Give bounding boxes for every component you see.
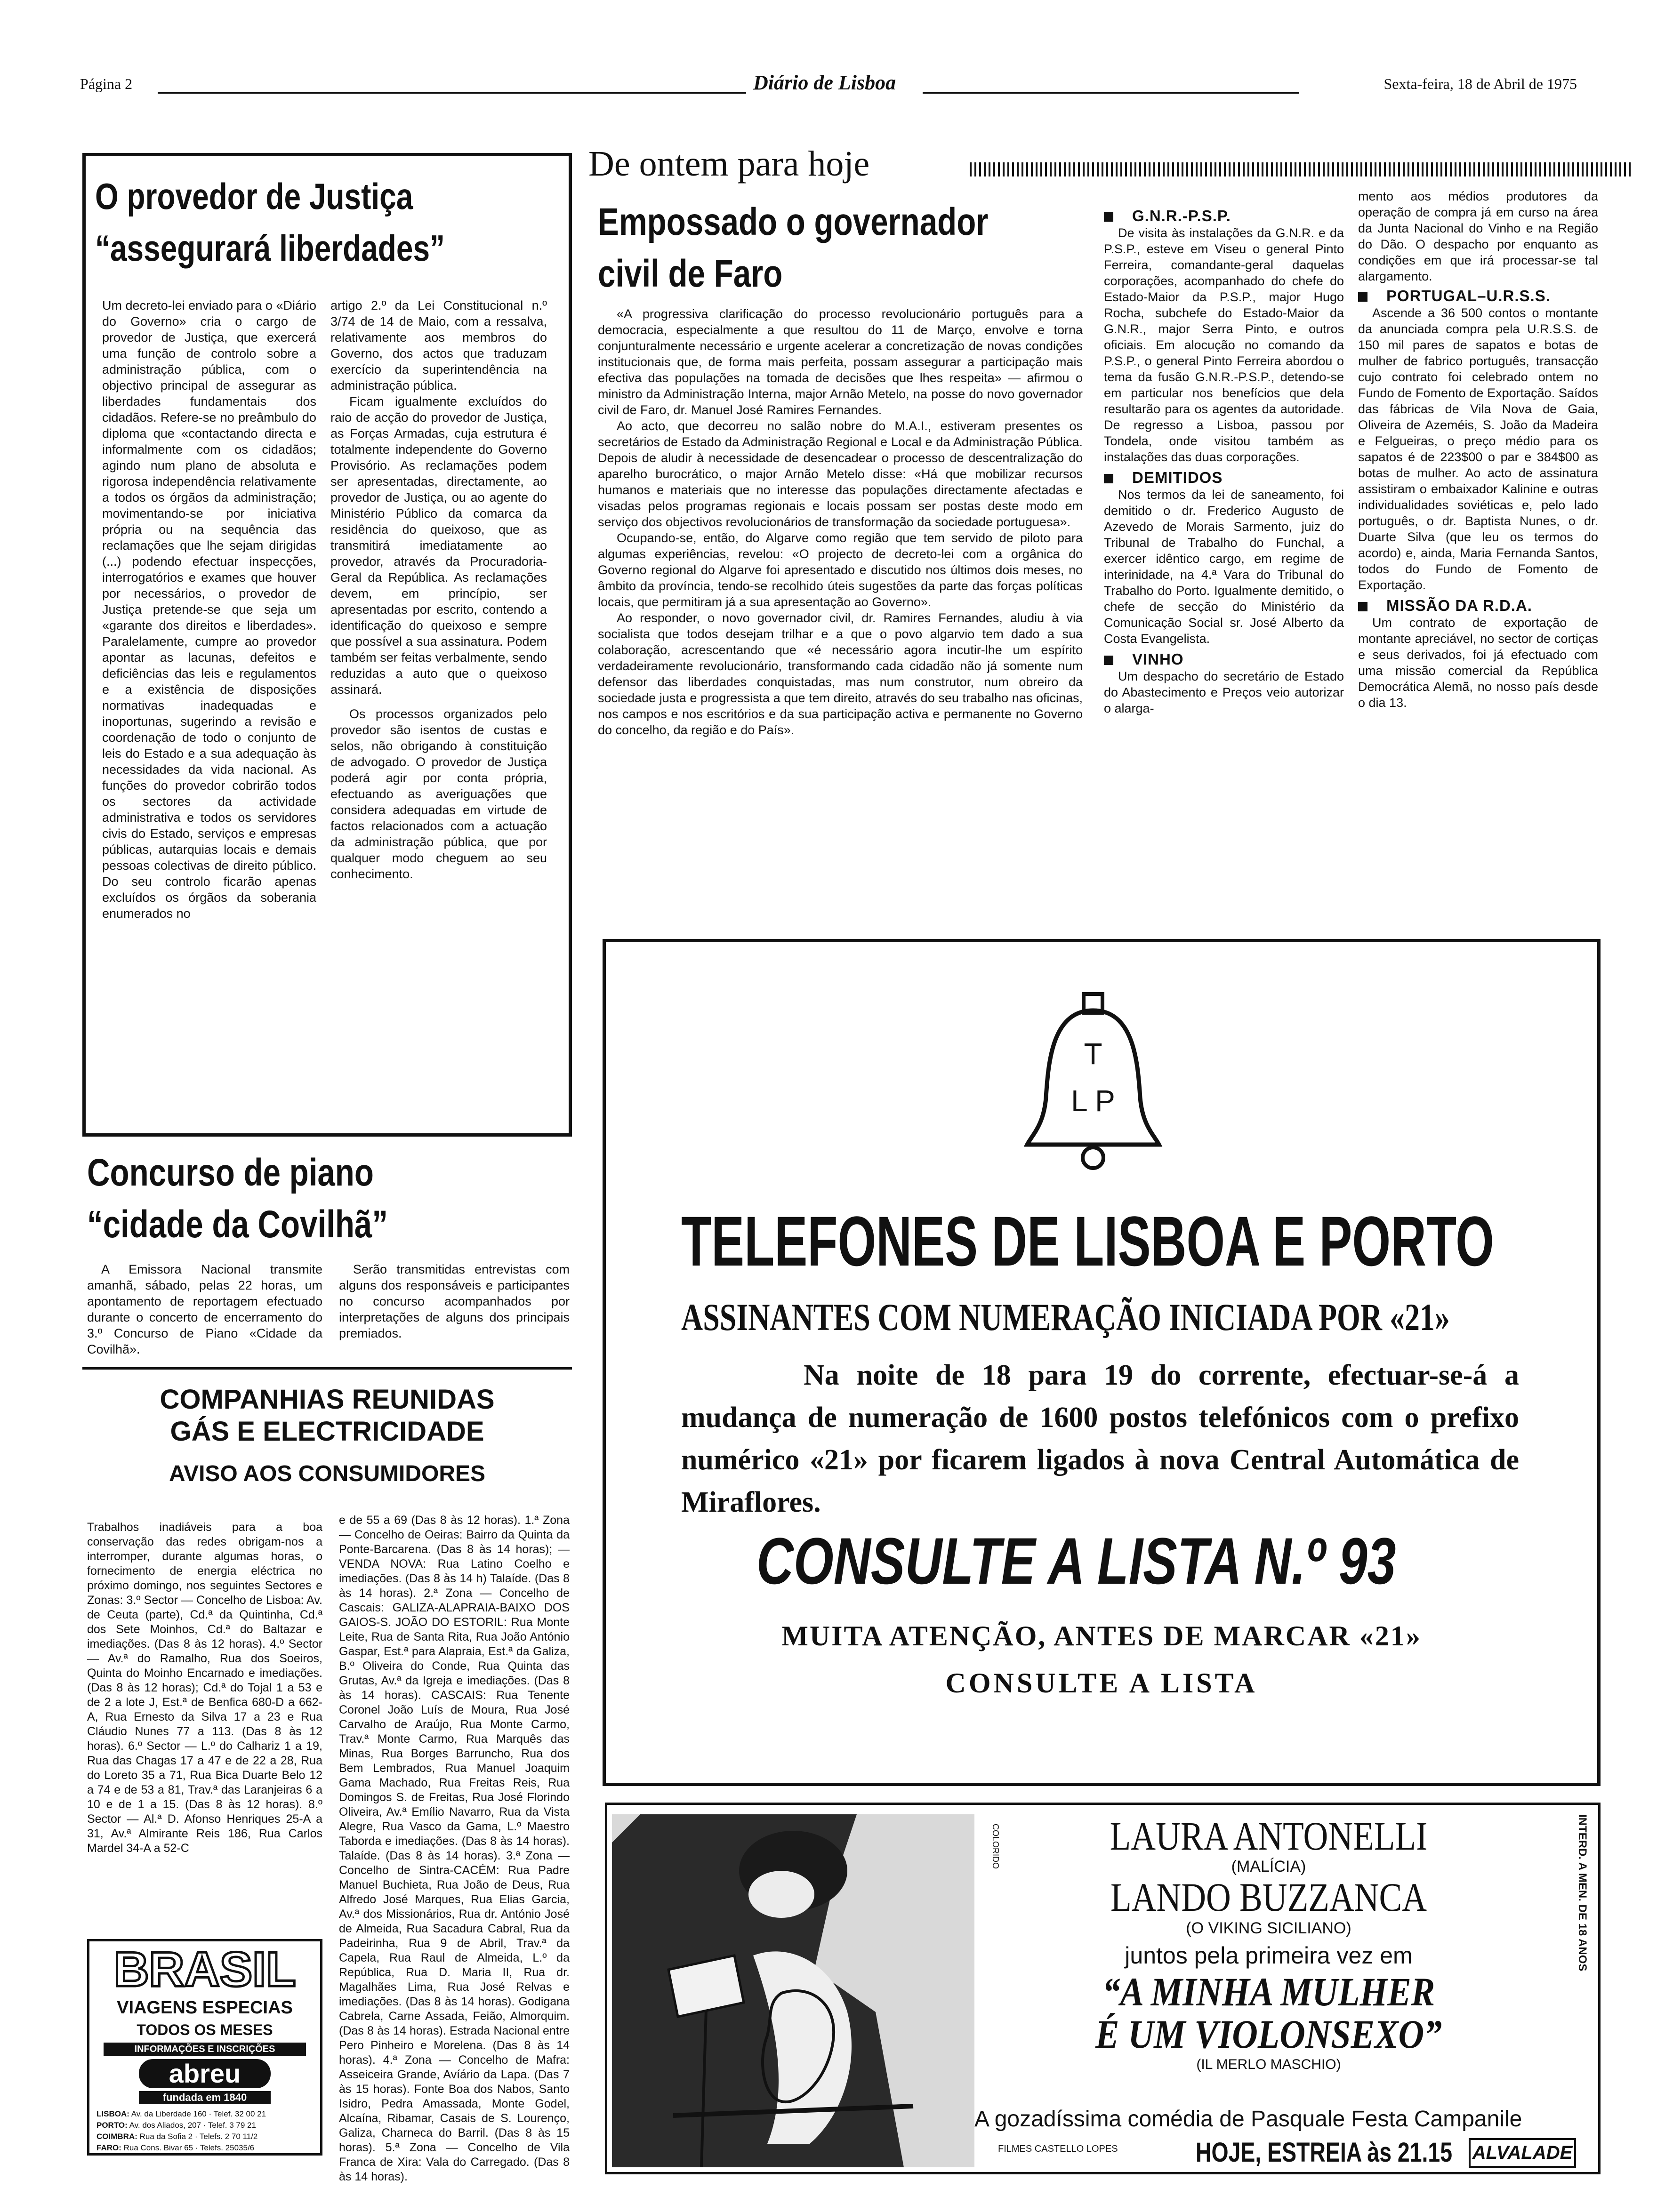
actor-1-credit: (MALÍCIA): [1231, 1858, 1306, 1875]
abreu-logo: abreu: [139, 2059, 271, 2088]
issue-date: Sexta-feira, 18 de Abril de 1975: [1384, 75, 1577, 92]
bell-body: [1027, 1010, 1159, 1145]
urss-heading: PORTUGAL–U.R.S.S.: [1358, 287, 1598, 305]
provedor-title-line2: “assegurará liberdades”: [95, 227, 445, 269]
bullet-icon: [1104, 656, 1113, 665]
ontem-p1: «A progressiva clarificação do processo revolucionário português para a democracia, especialmente a que resultou do 11 de Março, envolve e torna conjunturalmente necessário e urgente acelerar a concretização de novas condições institucionais que, de forma mais perfeita, possam assegurar a participação mais efectiva das populações na tomada de decisões que lhes respeita» — afirmou o ministro da Administração Interna, major Arnão Metelo, na posse do novo governador civil de Faro, dr. Manuel José Ramires Fernandes.: [598, 307, 1083, 417]
piano-title-line2: “cidade da Covilhã”: [87, 1203, 388, 1246]
demitidos-heading: DEMITIDOS: [1104, 469, 1344, 487]
film-title-1: “A MINHA MULHER: [1102, 1969, 1435, 2014]
brasil-info: INFORMAÇÕES E INSCRIÇÕES: [104, 2043, 306, 2056]
actor-1: LAURA ANTONELLI: [1110, 1813, 1428, 1859]
actor-2: LANDO BUZZANCA: [1110, 1875, 1427, 1920]
vinho-continued: mento aos médios produtores da operação de compra já em curso na área da Junta Nacional do Vinho e na Região do Dão. O despacho por enquanto as condições em que irá processar-se tal alargamento.: [1358, 189, 1598, 283]
film-title-2: É UM VIOLONSEXO”: [1095, 2012, 1442, 2057]
ontem-body: [598, 306, 1083, 738]
bell-clapper: [1083, 1147, 1103, 1168]
provedor-col2-p2: Ficam igualmente excluídos do raio de acção do provedor de Justiça, as Forças Armadas, cuja estrutura é totalmente independente do Governo Provisório. As reclamações podem ser apresentadas, directamente, ao provedor de Justiça, ou ao agente do Ministério Público da comarca da residência do queixoso, que as transmitirá imediatamente ao provedor, através da Procuradoria-Geral da República. As reclamações devem, em princípio, ser apresentadas por escrito, contendo a identificação do queixoso e sempre que possível a sua assinatura. Podem também ser feitas verbalmente, sendo reduzidas a auto que o queixoso assinará.: [330, 394, 547, 697]
piano-col2: Serão transmitidas entrevistas com alguns dos responsáveis e participantes no concurso acompanhados por interpretações de alguns dos principais premiados.: [339, 1262, 570, 1340]
telefones-ad: [603, 939, 1601, 1786]
bell-letter-t: T: [1084, 1037, 1102, 1071]
address-coimbra: COIMBRA: Rua da Sofia 2 · Telefs. 2 70 11/2: [97, 2132, 258, 2141]
demitidos-text: Nos termos da lei de saneamento, foi demitido o dr. Frederico Augusto de Azevedo de Morais Sarmento, juiz do Tribunal de Trabalho do Funchal, a exercer idêntico cargo, em regime de interinidade, na 4.ª Vara do Tribunal do Trabalho do Porto. Igualmente demitido, o chefe de secção do Ministério da Comunicação Social sr. José Alberto da Costa Evangelista.: [1104, 488, 1344, 646]
ontem-kicker: De ontem para hoje: [588, 144, 870, 184]
film-ad: [605, 1803, 1601, 2174]
brasil-line2: TODOS OS MESES: [137, 2021, 273, 2038]
address-faro: FARO: Rua Cons. Bivar 65 · Telefs. 25035/6: [97, 2143, 255, 2152]
provedor-col1: Um decreto-lei enviado para o «Diário do Governo» cria o cargo de provedor de Justiça, que exercerá uma função de controlo sobre a administração pública, com o objectivo principal de assegurar as liberdades fundamentais dos cidadãos. Refere-se no preâmbulo do diploma que «contactando directa e informalmente com os cidadãos; agindo num plano de absoluta e rigorosa independência relativamente a todos os órgãos da administração; movimentando-se por iniciativa própria ou na sequência das reclamações que lhe sejam dirigidas (...) podendo efectuar inspecções, interrogatórios e exames que houver por necessários, o provedor de Justiça pretende-se que seja um «garante dos direitos e liberdades». Paralelamente, cumpre ao provedor apontar as lacunas, defeitos e deficiências das leis e regulamentos e a existência de disposições normativas inadequadas e inoportunas, sugerindo a revisão e coordenação de todo o conjunto de leis do Estado e a sua adequação às necessidades da vida nacional. As funções do provedor cobrirão todos os sectores da actividade administrativa e todos os servidores civis do Estado, serviços e empresas públicas, autarquias locais e demais pessoas colectivas de direito público. Do seu controlo ficarão apenas excluídos os órgãos da soberania enumerados no: [102, 298, 316, 921]
abreu-since: fundada em 1840: [139, 2091, 271, 2104]
brasil-line1: VIAGENS ESPECIAS: [117, 1998, 293, 2018]
telefones-subtitle: ASSINANTES COM NUMERAÇÃO INICIADA POR «21»: [681, 1296, 1450, 1338]
film-poster-illustration: [612, 1814, 974, 2167]
bullet-icon: [1358, 292, 1367, 302]
kicker-hatch-rule: [970, 162, 1633, 176]
piano-col1: A Emissora Nacional transmite amanhã, sábado, pelas 22 horas, um apontamento de reportagem efectuado durante o concerto de encerramento do 3.º Concurso de Piano «Cidade da Covilhã».: [87, 1262, 322, 1356]
header-rule-left: [158, 92, 746, 94]
comedy-line: A gozadíssima comédia de Pasquale Festa Campanile: [974, 2107, 1522, 2132]
companhias-subtitle: AVISO AOS CONSUMIDORES: [169, 1461, 486, 1486]
age-rating: INTERD. A MEN. DE 18 ANOS: [1576, 1814, 1589, 1972]
original-title: (IL MERLO MASCHIO): [1196, 2057, 1341, 2072]
film-credits: [979, 1814, 1558, 2074]
urss-text: Ascende a 36 500 contos o montante da anunciada compra pela U.R.S.S. de 150 mil pares de sapatos e botas de mulher de fabrico português, transacção cujo contrato foi celebrado ontem no Fundo de Fomento de Exportação. Saídos das fábricas de Vila Nova de Gaia, Oliveira de Azeméis, S. João da Madeira e Felgueiras, o preço médio para os sapatos é de 223$00 o par e 384$00 as botas de mulher. Ao acto de assinatura assistiram o embaixador Kalinine e outras individualidades soviéticas e, pelo lado português, o dr. Baptista Nunes, o dr. Duarte Silva (que leu os termos do acordo) e, ainda, Maria Fernanda Santos, todos do Fundo de Fomento de Exportação.: [1358, 306, 1598, 592]
masthead: Diário de Lisboa: [753, 71, 896, 94]
rda-text: Um contrato de exportação de montante apreciável, no sector de cortiças e seus derivados, foi já efectuado com uma missão comercial da República Democrática Alemã, no nosso país desde o dia 13.: [1358, 616, 1598, 710]
piano-title-line1: Concurso de piano: [87, 1151, 374, 1194]
ontem-p2: Ao acto, que decorreu no salão nobre do M.A.I., estiveram presentes os secretários de Estado da Administração Regional e Local e da Administração Pública. Depois de aludir à necessidade de desencadear o processo de descentralização do aparelho burocrático, o major Arnão Metelo disse: «Há que mobilizar recursos humanos e materiais que no interesse das populações directamente afectadas e visadas pelos programas regionais e locais possam ser postas deste modo em serviço dos objectivos revolucionários de transformação da sociedade portuguesa».: [598, 419, 1083, 529]
distributor: FILMES CASTELLO LOPES: [998, 2144, 1118, 2154]
ontem-title-line1: Empossado o governador: [598, 200, 989, 243]
companhias-title-2: GÁS E ELECTRICIDADE: [170, 1416, 484, 1447]
companhias-title-1: COMPANHIAS REUNIDAS: [160, 1384, 495, 1415]
ontem-p4: Ao responder, o novo governador civil, dr. Ramires Fernandes, aludiu à via socialista que todos desejam trilhar e a que o povo algarvio tem dado a sua colaboração, acrescentando que «é necessário agora incutir-lhe um espírito verdadeiramente revolucionário, transformando cada cidadão não já somente num defensor das liberdades conquistadas, mas num construtor, num obreiro da sociedade justa e progressista a que tem direito, através do seu trabalho nas oficinas, nos campos e nos escritórios e da sua participação activa e permanente no Governo do concelho, da região e do País».: [598, 611, 1083, 737]
companhias-col2: e de 55 a 69 (Das 8 às 12 horas). 1.ª Zona — Concelho de Oeiras: Bairro da Quinta da Ponte-Barcarena. (Das 8 às 14 horas); — VENDA NOVA: Rua Latino Coelho e imediações. (Das 8 às 14 h) Talaíde. (Das 8 às 14 horas). 2.ª Zona — Concelho de Cascais: GALIZA-ALAPRAIA-BAIXO DOS GAIOS-S. JOÃO DO ESTORIL: Rua Monte Leite, Rua de Santa Rita, Rua João António Gaspar, Est.ª para Alapraia, Est.ª da Galiza, B.º Oliveira do Conde, Rua Quinta das Grutas, Av.ª da Igreja e imediações. (Das 8 às 14 horas). CASCAIS: Rua Tenente Coronel João Luís de Moura, Rua José Carvalho de Araújo, Rua Monte Carmo, Trav.ª Monte Carmo, Rua Marquês das Minas, Rua Borges Barruncho, Rua dos Bem Lembrados, Rua Manuel Joaquim Gama Machado, Rua Freitas Reis, Rua Domingos S. de Freitas, Rua José Florindo Oliveira, Av.ª Emílio Navarro, Rua da Vista Alegre, Rua Vasco da Gama, L.º Maestro Taborda e imediações. (Das 8 às 14 horas). Talaíde. (Das 8 às 14 horas). 3.ª Zona — Concelho de Sintra-CACÉM: Rua Padre Manuel Buchieta, Rua João de Deus, Rua Alfredo José Marques, Rua Elias Garcia, Av.ª dos Missionários, Rua dr. António José de Almeida, Rua Sacadura Cabral, Rua da Padeirinha, Rua 9 de Abril, Trav.ª da Capela, Rua Raul de Almeida, L.º da República, Rua D. Maria II, Rua dr. Magalhães Lima, Rua José Relvas e imediações. (Das 8 às 14 horas). Godigana Cabrela, Carne Assada, Feião, Almorquim. (Das 8 às 14 horas). Estrada Nacional entre Pero Pinheiro e Morelena. (Das 8 às 14 horas). 4.ª Zona — Concelho de Mafra: Asseiceira Grande, Avíário da Lapa. (Das 7 às 15 horas). Fonte Boa dos Nabos, Santo Isidro, Pedra Amassada, Monte Godel, Alcaína, Ribamar, Casais de S. Lourenço, Galiza, Charneca do Barril. (Das 8 às 15 horas). 5.ª Zona — Concelho de Vila Franca de Xira: Vala do Carregado. (Das 8 às 14 horas).: [339, 1514, 570, 2183]
companhias-header: [82, 1384, 572, 1488]
poster-face: [748, 1871, 814, 1918]
ontem-title-line2: civil de Faro: [598, 252, 783, 295]
address-lisboa: LISBOA: Av. da Liberdade 160 · Telef. 32 00 21: [97, 2109, 266, 2118]
vinho-text: Um despacho do secretário de Estado do Abastecimento e Preços veio autorizar o alarga-: [1104, 669, 1344, 715]
brasil-title: BRASIL: [113, 1942, 296, 1997]
cinema-logo: ALVALADE: [1469, 2138, 1576, 2168]
provedor-col2: [330, 297, 547, 882]
together-line: juntos pela primeira vez em: [1125, 1942, 1413, 1969]
briefs-column-1: [1104, 207, 1344, 716]
brasil-ad: [87, 1939, 322, 2156]
premiere-line: HOJE, ESTREIA às 21.15: [1196, 2137, 1453, 2168]
bullet-icon: [1104, 474, 1113, 483]
telefones-body: Na noite de 18 para 19 do corrente, efectuar-se-á a mudança de numeração de 1600 postos telefónicos com o prefixo numérico «21» por ficarem ligados à nova Central Automática de Miraflores.: [681, 1359, 1519, 1518]
bullet-icon: [1104, 212, 1113, 222]
companhias-col1: Trabalhos inadiáveis para a boa conservação das redes obrigam-nos a interromper, durante algumas horas, o fornecimento de energia eléctrica no próximo domingo, nos seguintes Sectores e Zonas: 3.º Sector — Concelho de Lisboa: Av. de Ceuta (parte), Cd.ª da Quintinha, Cd.ª dos Sete Moinhos, Cd.ª do Baltazar e imediações. (Das 8 às 12 horas). 4.º Sector — Av.ª do Ramalho, Rua dos Soeiros, Quinta do Moinho Encarnado e imediações. (Das 8 às 12 horas); Cd.ª do Tojal 1 a 53 e de 2 a lote J, Est.ª de Benfica 680-D a 662-A, Rua Ernesto da Silva 17 a 23 e Rua Cláudio Nunes 77 a 113. (Das 8 às 12 horas). 6.º Sector — L.º do Calhariz 1 a 19, Rua das Chagas 17 a 47 e de 22 a 28, Rua do Loreto 35 a 71, Rua Bica Duarte Belo 12 a 74 e de 53 a 81, Trav.ª das Laranjeiras 6 a 10 e de 1 a 15. (Das 8 às 12 horas). 8.º Sector — Al.ª D. Afonso Henriques 25-A a 31, Av.ª Almirante Reis 186, Rua Carlos Mardel 34-A a 52-C: [87, 1521, 322, 1855]
provedor-col2-p3: Os processos organizados pelo provedor são isentos de custas e selos, não obrigando à constituição de advogado. O provedor de Justiça poderá agir por conta própria, efectuando as averiguações que considera adequadas em virtude de factos relacionados com a actuação da administração pública, que por qualquer modo cheguem ao seu conhecimento.: [330, 707, 547, 881]
gnr-heading: G.N.R.-P.S.P.: [1104, 207, 1344, 225]
telefones-footer1: MUITA ATENÇÃO, ANTES DE MARCAR «21»: [781, 1620, 1422, 1651]
telefones-consulte: CONSULTE A LISTA N.º 93: [756, 1524, 1396, 1598]
actor-2-credit: (O VIKING SICILIANO): [1186, 1919, 1351, 1937]
telefones-title: TELEFONES DE LISBOA E PORTO: [681, 1202, 1494, 1281]
provedor-article: [82, 153, 572, 1137]
rda-heading: MISSÃO DA R.D.A.: [1358, 597, 1598, 615]
bell-letters-lp: L P: [1071, 1084, 1115, 1118]
brasil-addresses: [97, 2108, 318, 2154]
vinho-heading: VINHO: [1104, 650, 1344, 668]
page-number: Página 2: [80, 75, 133, 92]
briefs-column-2: [1358, 188, 1598, 711]
colorido-label: COLORIDO: [991, 1824, 1000, 1869]
section-divider: [82, 1367, 572, 1370]
page-header: [80, 71, 1586, 99]
header-rule-right: [923, 92, 1299, 94]
telefones-footer2: CONSULTE A LISTA: [945, 1667, 1258, 1699]
provedor-title-line1: O provedor de Justiça: [95, 176, 413, 217]
address-porto: PORTO: Av. dos Aliados, 207 · Telef. 3 79 21: [97, 2121, 256, 2130]
provedor-col2-p1: artigo 2.º da Lei Constitucional n.º 3/74 de 14 de Maio, com a ressalva, relativamente aos membros do Governo, dos actos que traduzam exercício da superintendência na administração pública.: [330, 298, 547, 393]
gnr-text: De visita às instalações da G.N.R. e da P.S.P., esteve em Viseu o general Pinto Ferreira, comandante-geral daquelas corporações, acompanhado do chefe do Estado-Maior da P.S.P., major Hugo Rocha, subchefe do Estado-Maior da G.N.R., major Serra Pinto, e outros oficiais. Em alocução no comando da P.S.P., o general Pinto Ferreira abordou o tema da fusão G.N.R.-P.S.P., detendo-se em particular nos benefícios que dela resultarão para os agentes da autoridade. De regresso a Lisboa, passou por Tondela, onde visitou também as instalações das duas corporações.: [1104, 226, 1344, 464]
bullet-icon: [1358, 602, 1367, 611]
ontem-p3: Ocupando-se, então, do Algarve como região que tem servido de piloto para algumas experiências, revelou: «O projecto de decreto-lei com a orgânica do Governo regional do Algarve foi apresentado e discutido nos últimos dois meses, no âmbito da província, tendo-se recolhido úteis sugestões da parte das forças políticas locais, que permitiram já a sua apresentação ao Governo».: [598, 531, 1083, 609]
